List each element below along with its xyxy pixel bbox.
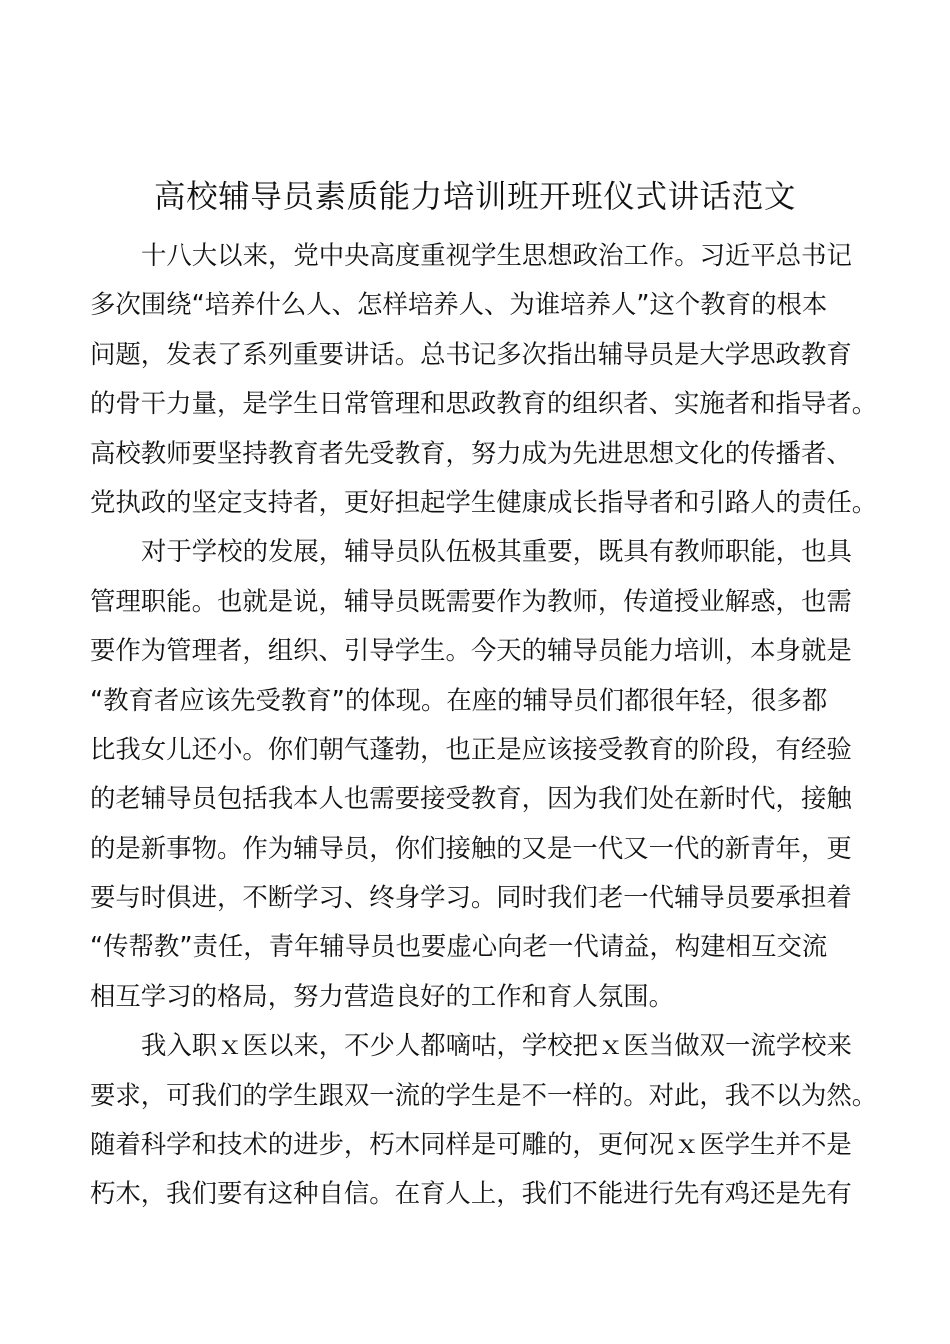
document-body xyxy=(90,231,878,1219)
paragraph-2-line-7: 的是新事物。作为辅导员，你们接触的又是一代又一代的新青年，更 xyxy=(90,832,852,863)
paragraph-2-line-3: 要作为管理者，组织、引导学生。今天的辅导员能力培训，本身就是 xyxy=(90,635,852,666)
paragraph-3-line-4: 朽木，我们要有这种自信。在育人上，我们不能进行先有鸡还是先有 xyxy=(90,1178,852,1209)
paragraph-2-line-5: 比我女儿还小。你们朝气蓬勃，也正是应该接受教育的阶段，有经验 xyxy=(90,733,852,764)
paragraph-1-line-5: 高校教师要坚持教育者先受教育，努力成为先进思想文化的传播者、 xyxy=(90,437,852,468)
paragraph-1-line-3: 问题，发表了系列重要讲话。总书记多次指出辅导员是大学思政教育 xyxy=(90,338,852,369)
paragraph-2-line-4: “教育者应该先受教育”的体现。在座的辅导员们都很年轻，很多都 xyxy=(90,684,828,715)
paragraph-2-line-8: 要与时俱进，不断学习、终身学习。同时我们老一代辅导员要承担着 xyxy=(90,882,852,913)
paragraph-1-line-4: 的骨干力量，是学生日常管理和思政教育的组织者、实施者和指导者。 xyxy=(90,388,878,419)
paragraph-2-line-2: 管理职能。也就是说，辅导员既需要作为教师，传道授业解惑，也需 xyxy=(90,585,852,616)
paragraph-2-line-1: 对于学校的发展，辅导员队伍极其重要，既具有教师职能，也具 xyxy=(141,536,852,567)
paragraph-2-line-10: 相互学习的格局，努力营造良好的工作和育人氛围。 xyxy=(90,980,674,1011)
paragraph-3-line-3: 随着科学和技术的进步，朽木同样是可雕的，更何况ｘ医学生并不是 xyxy=(90,1129,852,1160)
paragraph-1-line-1: 十八大以来，党中央高度重视学生思想政治工作。习近平总书记 xyxy=(141,240,852,270)
document-title: 高校辅导员素质能力培训班开班仪式讲话范文 xyxy=(153,179,796,215)
paragraph-1-line-2: 多次围绕“培养什么人、怎样培养人、为谁培养人”这个教育的根本 xyxy=(90,289,828,320)
paragraph-3-line-1: 我入职ｘ医以来，不少人都嘀咕，学校把ｘ医当做双一流学校来 xyxy=(141,1030,852,1061)
paragraph-2-line-9: “传帮教”责任，青年辅导员也要虚心向老一代请益，构建相互交流 xyxy=(90,931,828,962)
paragraph-1-line-6: 党执政的坚定支持者，更好担起学生健康成长指导者和引路人的责任。 xyxy=(90,486,878,517)
paragraph-3-line-2: 要求，可我们的学生跟双一流的学生是不一样的。对此，我不以为然。 xyxy=(90,1079,878,1110)
paragraph-2-line-6: 的老辅导员包括我本人也需要接受教育，因为我们处在新时代，接触 xyxy=(90,783,852,814)
